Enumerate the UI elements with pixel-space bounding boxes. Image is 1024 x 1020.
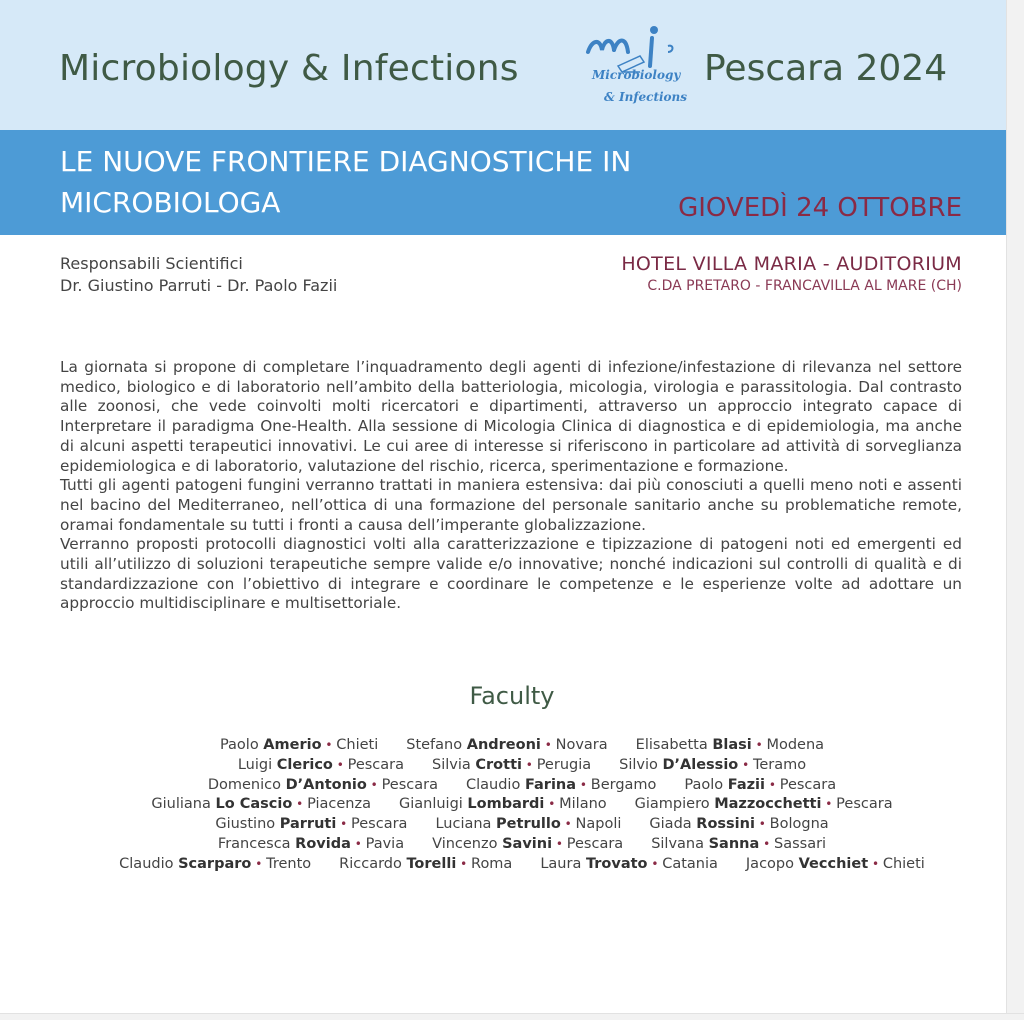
faculty-last-name: Farina bbox=[524, 776, 577, 793]
faculty-last-name: Savini bbox=[502, 835, 553, 852]
faculty-row bbox=[90, 736, 954, 756]
bullet-separator: • bbox=[738, 757, 753, 772]
faculty-first-name: Claudio bbox=[466, 776, 525, 793]
faculty-city: Pescara bbox=[836, 796, 893, 813]
faculty-last-name: Fazii bbox=[727, 776, 766, 793]
faculty-last-name: Clerico bbox=[276, 756, 333, 773]
faculty-member bbox=[406, 737, 607, 753]
faculty-member bbox=[399, 796, 607, 812]
faculty-first-name: Luciana bbox=[435, 816, 497, 833]
faculty-first-name: Silvia bbox=[432, 756, 476, 773]
event-date: GIOVEDÌ 24 OTTOBRE bbox=[678, 193, 962, 223]
faculty-first-name: Giada bbox=[649, 816, 697, 833]
faculty-heading: Faculty bbox=[469, 682, 555, 710]
faculty-member bbox=[746, 856, 925, 872]
faculty-city: Pavia bbox=[365, 835, 405, 852]
faculty-member bbox=[651, 836, 826, 852]
faculty-first-name: Paolo bbox=[219, 737, 264, 753]
faculty-first-name: Gianluigi bbox=[398, 796, 468, 813]
faculty-member bbox=[119, 856, 311, 872]
faculty-member bbox=[635, 796, 893, 812]
logo-text-line2: & Infections bbox=[604, 90, 688, 104]
description-paragraph: Tutti gli agenti patogeni fungini verranno trattati in maniera estensiva: dai più conosciuti a quelli meno noti e assenti nel bacino del Mediterraneo, nell’ottica di una formazione del personale sanitario anche su problematiche remote, oramai fondamentale su tutti i fronti a causa dell’imperante globalizzazione. bbox=[60, 476, 962, 534]
faculty-city: Catania bbox=[662, 855, 718, 872]
faculty-city: Piacenza bbox=[307, 796, 371, 813]
faculty-row bbox=[90, 756, 954, 776]
faculty-last-name: Rossini bbox=[696, 816, 755, 833]
faculty-last-name: Vecchiet bbox=[798, 855, 869, 872]
logo-i-dot bbox=[650, 26, 658, 34]
faculty-first-name: Jacopo bbox=[745, 855, 799, 872]
logo-i-stem bbox=[650, 38, 652, 66]
faculty-city: Perugia bbox=[536, 756, 592, 773]
bullet-separator: • bbox=[366, 777, 382, 792]
bullet-separator: • bbox=[544, 797, 560, 812]
faculty-city: Roma bbox=[471, 855, 513, 872]
bullet-separator: • bbox=[521, 757, 537, 772]
faculty-last-name: Petrullo bbox=[496, 816, 561, 833]
responsabili-names: Dr. Giustino Parruti - Dr. Paolo Fazii bbox=[60, 276, 338, 295]
viewer-right-edge bbox=[1006, 0, 1024, 1020]
bullet-separator: • bbox=[540, 738, 556, 752]
faculty-last-name: Lombardi bbox=[467, 796, 545, 813]
faculty-city: Pescara bbox=[351, 816, 408, 833]
venue-name: HOTEL VILLA MARIA - AUDITORIUM bbox=[621, 253, 962, 275]
bullet-separator: • bbox=[321, 738, 337, 752]
faculty-row bbox=[90, 795, 954, 815]
faculty-last-name: Crotti bbox=[475, 756, 522, 773]
faculty-last-name: D’Antonio bbox=[285, 776, 367, 793]
faculty-first-name: Claudio bbox=[119, 855, 179, 872]
faculty-last-name: Rovida bbox=[295, 835, 351, 852]
faculty-first-name: Giampiero bbox=[634, 796, 715, 813]
bullet-separator: • bbox=[759, 836, 774, 851]
faculty-member bbox=[238, 757, 404, 773]
faculty-last-name: D’Alessio bbox=[662, 756, 739, 773]
faculty-first-name: Francesca bbox=[217, 835, 296, 852]
faculty-first-name: Stefano bbox=[406, 737, 467, 753]
faculty-last-name: Sanna bbox=[708, 835, 760, 852]
faculty-first-name: Giustino bbox=[215, 816, 280, 833]
description-paragraph: La giornata si propone di completare l’inquadramento degli agenti di infezione/infestazione di rilevanza nel settore medico, biologico e di laboratorio nell’ambito della batteriologia, micologia, virologia e parassitologia. Dal contrasto alle zoonosi, che vede coinvolti molti ricercatori e dipartimenti, attraverso un approccio integrato capace di Interpretare il paradigma One-Health. Alla sessione di Micologia Clinica di diagnostica e di epidemiologia, ma anche di alcuni aspetti terapeutici innovativi. Le cui aree di interesse si riferiscono in particolare ad attività di sorveglianza epidemiologica e di laboratorio, valutazione del rischio, ricerca, sperimentazione e formazione. bbox=[60, 358, 962, 475]
faculty-row bbox=[90, 776, 954, 796]
faculty-list bbox=[90, 736, 954, 875]
faculty-row bbox=[90, 815, 954, 835]
bullet-separator: • bbox=[336, 817, 352, 832]
logo-swoosh-2 bbox=[614, 41, 628, 53]
bullet-separator: • bbox=[456, 856, 472, 871]
faculty-member bbox=[220, 737, 378, 753]
faculty-member bbox=[215, 816, 407, 832]
faculty-last-name: Lo Cascio bbox=[215, 796, 293, 813]
faculty-first-name: Domenico bbox=[207, 776, 286, 793]
faculty-last-name: Andreoni bbox=[466, 737, 541, 753]
description-paragraph: Verranno proposti protocolli diagnostici volti alla caratterizzazione e tipizzazione di patogeni noti ed emergenti ed utili all’utilizzo di soluzioni terapeutiche sempre valide e/o innovative; nonché indicazioni sul controlli di qualità e di standardizzazione con l’obiettivo di integrare e coordinare le competenze e le esperienze volte ad adottare un approccio multidisciplinare e multisettoriale. bbox=[60, 535, 962, 613]
faculty-last-name: Scarparo bbox=[178, 855, 252, 872]
faculty-member bbox=[208, 777, 438, 793]
faculty-member bbox=[649, 816, 828, 832]
bullet-separator: • bbox=[251, 856, 267, 871]
bullet-separator: • bbox=[647, 856, 663, 871]
faculty-city: Chieti bbox=[882, 855, 925, 872]
faculty-last-name: Parruti bbox=[279, 816, 337, 833]
header-right-title: Pescara 2024 bbox=[704, 48, 948, 89]
faculty-member bbox=[540, 856, 718, 872]
event-title-line2: MICROBIOLOGA bbox=[60, 186, 281, 219]
bullet-separator: • bbox=[751, 738, 767, 752]
bullet-separator: • bbox=[332, 757, 348, 772]
bullet-separator: • bbox=[868, 856, 883, 871]
faculty-last-name: Trovato bbox=[585, 855, 648, 872]
bullet-separator: • bbox=[350, 836, 366, 851]
faculty-city: Novara bbox=[555, 737, 608, 753]
faculty-city: Milano bbox=[559, 796, 607, 813]
faculty-city: Sassari bbox=[774, 835, 827, 852]
faculty-last-name: Amerio bbox=[263, 737, 322, 753]
bullet-separator: • bbox=[765, 777, 780, 792]
logo-swoosh-1 bbox=[588, 41, 614, 52]
faculty-city: Chieti bbox=[336, 737, 379, 753]
logo-s-curve bbox=[668, 46, 673, 52]
faculty-first-name: Elisabetta bbox=[635, 737, 713, 753]
faculty-city: Napoli bbox=[575, 816, 622, 833]
responsabili-label: Responsabili Scientifici bbox=[60, 254, 243, 273]
bullet-separator: • bbox=[576, 777, 591, 792]
viewer-bottom-edge bbox=[0, 1013, 1024, 1020]
faculty-first-name: Vincenzo bbox=[432, 835, 503, 852]
description-text bbox=[60, 358, 962, 614]
faculty-member bbox=[684, 777, 836, 793]
faculty-first-name: Silvana bbox=[651, 835, 709, 852]
faculty-city: Modena bbox=[766, 737, 825, 753]
faculty-city: Bergamo bbox=[590, 776, 657, 793]
header-left-title: Microbiology & Infections bbox=[59, 48, 519, 89]
faculty-member bbox=[339, 856, 512, 872]
faculty-city: Pescara bbox=[347, 756, 405, 773]
faculty-member bbox=[435, 816, 621, 832]
event-title-line1: LE NUOVE FRONTIERE DIAGNOSTICHE IN bbox=[60, 145, 632, 178]
faculty-row bbox=[90, 835, 954, 855]
faculty-last-name: Torelli bbox=[406, 855, 457, 872]
faculty-first-name: Riccardo bbox=[339, 855, 407, 872]
faculty-member bbox=[619, 757, 806, 773]
faculty-last-name: Blasi bbox=[712, 737, 752, 753]
faculty-member bbox=[432, 836, 623, 852]
faculty-member bbox=[218, 836, 404, 852]
bullet-separator: • bbox=[292, 797, 308, 812]
faculty-member bbox=[432, 757, 591, 773]
faculty-member bbox=[151, 796, 371, 812]
bullet-separator: • bbox=[754, 817, 770, 832]
faculty-first-name: Paolo bbox=[684, 776, 728, 793]
faculty-city: Pescara bbox=[381, 776, 438, 793]
faculty-first-name: Luigi bbox=[237, 756, 277, 773]
faculty-first-name: Silvio bbox=[619, 756, 663, 773]
logo-text-line1: Microbiology bbox=[592, 68, 681, 82]
faculty-first-name: Giuliana bbox=[151, 796, 216, 813]
faculty-member bbox=[636, 737, 824, 753]
faculty-first-name: Laura bbox=[540, 855, 586, 872]
faculty-city: Teramo bbox=[752, 756, 807, 773]
bullet-separator: • bbox=[552, 836, 567, 851]
faculty-row bbox=[90, 855, 954, 875]
faculty-city: Pescara bbox=[779, 776, 837, 793]
faculty-city: Pescara bbox=[566, 835, 624, 852]
faculty-member bbox=[466, 777, 656, 793]
faculty-city: Bologna bbox=[769, 816, 829, 833]
venue-address: C.DA PRETARO - FRANCAVILLA AL MARE (CH) bbox=[647, 278, 962, 294]
faculty-city: Trento bbox=[266, 855, 312, 872]
bullet-separator: • bbox=[560, 817, 576, 832]
bullet-separator: • bbox=[821, 797, 837, 812]
faculty-last-name: Mazzocchetti bbox=[714, 796, 822, 813]
